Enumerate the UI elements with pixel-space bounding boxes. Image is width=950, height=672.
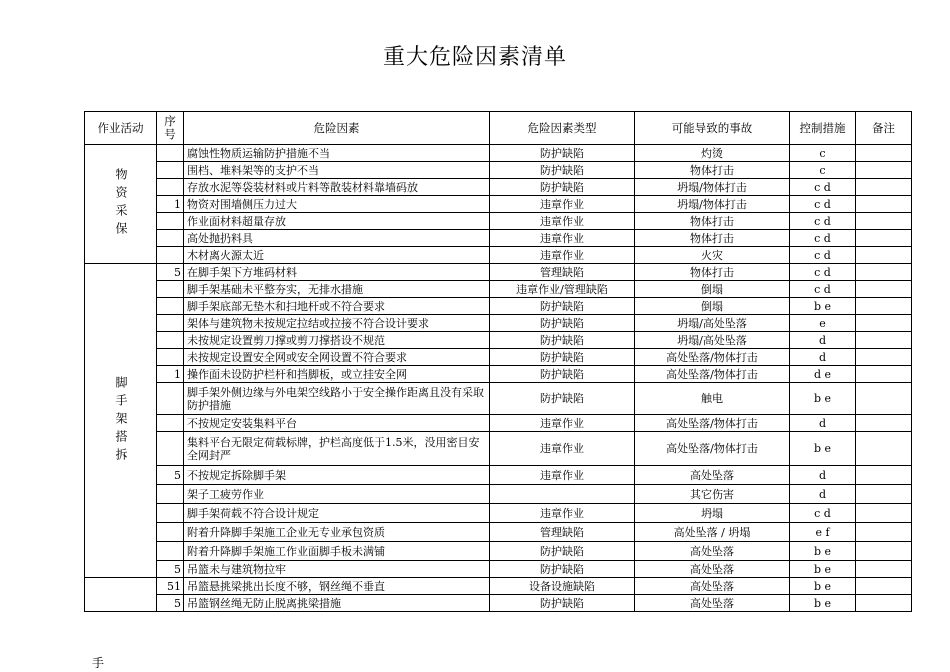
note-cell — [856, 383, 912, 415]
factor-cell: 附着升降脚手架施工作业面脚手板未满铺 — [184, 542, 490, 561]
seq-cell: 5 — [157, 561, 184, 578]
accident-cell: 坍塌/物体打击 — [635, 196, 790, 213]
factor-cell: 脚手架荷载不符合设计规定 — [184, 504, 490, 523]
type-cell: 防护缺陷 — [490, 179, 635, 196]
type-cell: 防护缺陷 — [490, 595, 635, 612]
accident-cell: 倒塌 — [635, 281, 790, 298]
type-cell: 防护缺陷 — [490, 383, 635, 415]
table-row — [85, 366, 912, 383]
factor-cell: 吊篮钢丝绳无防止脱离挑梁措施 — [184, 595, 490, 612]
type-cell: 违章作业 — [490, 432, 635, 466]
note-cell — [856, 523, 912, 542]
type-cell: 违章作业 — [490, 504, 635, 523]
accident-cell: 高处坠落 — [635, 561, 790, 578]
accident-cell: 触电 — [635, 383, 790, 415]
control-cell: c d — [790, 230, 856, 247]
activity-cell: 物资采保 — [85, 145, 157, 264]
table-row — [85, 415, 912, 432]
hazard-table — [84, 111, 912, 612]
type-cell: 违章作业 — [490, 466, 635, 485]
note-cell — [856, 485, 912, 504]
seq-cell — [157, 230, 184, 247]
seq-cell — [157, 542, 184, 561]
seq-cell — [157, 247, 184, 264]
header-accident: 可能导致的事故 — [635, 112, 790, 145]
note-cell — [856, 504, 912, 523]
note-cell — [856, 315, 912, 332]
seq-cell — [157, 179, 184, 196]
table-row — [85, 281, 912, 298]
table-row — [85, 383, 912, 415]
factor-cell: 未按规定设置安全网或安全网设置不符合要求 — [184, 349, 490, 366]
seq-cell: 5 — [157, 466, 184, 485]
header-control: 控制措施 — [790, 112, 856, 145]
header-row — [85, 112, 912, 145]
activity-cell: 脚手架搭拆 — [85, 264, 157, 578]
table-row — [85, 349, 912, 366]
table-row — [85, 230, 912, 247]
control-cell: c d — [790, 504, 856, 523]
seq-cell — [157, 523, 184, 542]
control-cell: e — [790, 315, 856, 332]
note-cell — [856, 561, 912, 578]
header-type: 危险因素类型 — [490, 112, 635, 145]
accident-cell: 物体打击 — [635, 264, 790, 281]
table-row — [85, 162, 912, 179]
type-cell: 防护缺陷 — [490, 542, 635, 561]
seq-cell: 51 — [157, 578, 184, 595]
factor-cell: 不按规定安装集料平台 — [184, 415, 490, 432]
factor-cell: 架体与建筑物未按规定拉结或拉接不符合设计要求 — [184, 315, 490, 332]
factor-cell: 木材离火源太近 — [184, 247, 490, 264]
note-cell — [856, 196, 912, 213]
control-cell: d e — [790, 366, 856, 383]
type-cell — [490, 485, 635, 504]
note-cell — [856, 162, 912, 179]
factor-cell: 在脚手架下方堆码材料 — [184, 264, 490, 281]
accident-cell: 高处坠落/物体打击 — [635, 432, 790, 466]
type-cell: 防护缺陷 — [490, 349, 635, 366]
header-factor: 危险因素 — [184, 112, 490, 145]
factor-cell: 围档、堆料架等的支护不当 — [184, 162, 490, 179]
seq-cell — [157, 432, 184, 466]
factor-cell: 高处抛扔料具 — [184, 230, 490, 247]
activity-cell — [85, 578, 157, 612]
accident-cell: 高处坠落/物体打击 — [635, 366, 790, 383]
control-cell: c d — [790, 281, 856, 298]
control-cell: d — [790, 415, 856, 432]
seq-cell — [157, 504, 184, 523]
note-cell — [856, 264, 912, 281]
type-cell: 设备设施缺陷 — [490, 578, 635, 595]
control-cell: e f — [790, 523, 856, 542]
factor-cell: 脚手架基础未平整夯实，无排水措施 — [184, 281, 490, 298]
overflow-activity-char: 手 — [92, 656, 105, 670]
note-cell — [856, 578, 912, 595]
control-cell: c d — [790, 247, 856, 264]
accident-cell: 坍塌/物体打击 — [635, 179, 790, 196]
note-cell — [856, 332, 912, 349]
accident-cell: 高处坠落 — [635, 578, 790, 595]
seq-cell — [157, 349, 184, 366]
factor-cell: 集料平台无限定荷载标牌，护栏高度低于1.5米，没用密目安全网封严 — [184, 432, 490, 466]
accident-cell: 高处坠落/物体打击 — [635, 415, 790, 432]
seq-cell — [157, 383, 184, 415]
note-cell — [856, 466, 912, 485]
accident-cell: 高处坠落 — [635, 466, 790, 485]
seq-cell — [157, 485, 184, 504]
note-cell — [856, 542, 912, 561]
accident-cell: 高处坠落 — [635, 595, 790, 612]
accident-cell: 坍塌/高处坠落 — [635, 315, 790, 332]
table-row — [85, 485, 912, 504]
table-row — [85, 523, 912, 542]
table-row — [85, 595, 912, 612]
note-cell — [856, 298, 912, 315]
accident-cell: 灼烫 — [635, 145, 790, 162]
note-cell — [856, 415, 912, 432]
accident-cell: 高处坠落 — [635, 542, 790, 561]
table-row — [85, 298, 912, 315]
type-cell: 违章作业 — [490, 213, 635, 230]
factor-cell: 作业面材料超量存放 — [184, 213, 490, 230]
control-cell: b e — [790, 542, 856, 561]
note-cell — [856, 213, 912, 230]
control-cell: c d — [790, 213, 856, 230]
table-row — [85, 196, 912, 213]
factor-cell: 吊篮悬挑梁挑出长度不够，钢丝绳不垂直 — [184, 578, 490, 595]
control-cell: b e — [790, 578, 856, 595]
factor-cell: 不按规定拆除脚手架 — [184, 466, 490, 485]
note-cell — [856, 366, 912, 383]
seq-cell: 1 — [157, 366, 184, 383]
table-row — [85, 432, 912, 466]
factor-cell: 脚手架外侧边缘与外电架空线路小于安全操作距离且没有采取防护措施 — [184, 383, 490, 415]
note-cell — [856, 281, 912, 298]
type-cell: 违章作业 — [490, 196, 635, 213]
table-row — [85, 179, 912, 196]
note-cell — [856, 595, 912, 612]
control-cell: d — [790, 332, 856, 349]
accident-cell: 物体打击 — [635, 230, 790, 247]
type-cell: 防护缺陷 — [490, 332, 635, 349]
type-cell: 防护缺陷 — [490, 366, 635, 383]
accident-cell: 物体打击 — [635, 162, 790, 179]
accident-cell: 物体打击 — [635, 213, 790, 230]
table-row — [85, 315, 912, 332]
type-cell: 管理缺陷 — [490, 264, 635, 281]
accident-cell: 火灾 — [635, 247, 790, 264]
factor-cell: 未按规定设置剪刀撑或剪刀撑搭设不规范 — [184, 332, 490, 349]
control-cell: c d — [790, 179, 856, 196]
type-cell: 防护缺陷 — [490, 145, 635, 162]
control-cell: d — [790, 349, 856, 366]
accident-cell: 其它伤害 — [635, 485, 790, 504]
type-cell: 违章作业/管理缺陷 — [490, 281, 635, 298]
factor-cell: 脚手架底部无垫木和扫地杆或不符合要求 — [184, 298, 490, 315]
table-row — [85, 145, 912, 162]
type-cell: 违章作业 — [490, 230, 635, 247]
factor-cell: 架子工疲劳作业 — [184, 485, 490, 504]
table-row — [85, 542, 912, 561]
factor-cell: 附着升降脚手架施工企业无专业承包资质 — [184, 523, 490, 542]
factor-cell: 操作面未设防护栏杆和挡脚板，或立挂安全网 — [184, 366, 490, 383]
accident-cell: 高处坠落 / 坍塌 — [635, 523, 790, 542]
control-cell: b e — [790, 298, 856, 315]
accident-cell: 坍塌 — [635, 504, 790, 523]
type-cell: 防护缺陷 — [490, 298, 635, 315]
seq-cell — [157, 298, 184, 315]
seq-cell — [157, 213, 184, 230]
seq-cell: 5 — [157, 595, 184, 612]
header-note: 备注 — [856, 112, 912, 145]
table-row — [85, 247, 912, 264]
control-cell: c — [790, 145, 856, 162]
header-seq: 序号 — [157, 112, 184, 145]
table-row — [85, 578, 912, 595]
type-cell: 违章作业 — [490, 247, 635, 264]
note-cell — [856, 179, 912, 196]
type-cell: 防护缺陷 — [490, 162, 635, 179]
page-title: 重大危险因素清单 — [382, 45, 567, 70]
type-cell: 管理缺陷 — [490, 523, 635, 542]
seq-cell — [157, 145, 184, 162]
seq-cell: 5 — [157, 264, 184, 281]
table-row — [85, 466, 912, 485]
note-cell — [856, 145, 912, 162]
table-row — [85, 213, 912, 230]
accident-cell: 高处坠落/物体打击 — [635, 349, 790, 366]
type-cell: 防护缺陷 — [490, 561, 635, 578]
type-cell: 防护缺陷 — [490, 315, 635, 332]
type-cell: 违章作业 — [490, 415, 635, 432]
table-row — [85, 561, 912, 578]
table-row — [85, 264, 912, 281]
control-cell: c d — [790, 196, 856, 213]
factor-cell: 存放水泥等袋装材料或片料等散装材料靠墙码放 — [184, 179, 490, 196]
factor-cell: 吊篮未与建筑物拉牢 — [184, 561, 490, 578]
note-cell — [856, 349, 912, 366]
seq-cell — [157, 332, 184, 349]
note-cell — [856, 247, 912, 264]
table-row — [85, 504, 912, 523]
control-cell: c — [790, 162, 856, 179]
factor-cell: 物资对围墙侧压力过大 — [184, 196, 490, 213]
header-activity: 作业活动 — [85, 112, 157, 145]
seq-cell — [157, 415, 184, 432]
control-cell: b e — [790, 432, 856, 466]
seq-cell — [157, 281, 184, 298]
accident-cell: 坍塌/高处坠落 — [635, 332, 790, 349]
control-cell: b e — [790, 383, 856, 415]
seq-cell — [157, 315, 184, 332]
control-cell: d — [790, 466, 856, 485]
factor-cell: 腐蚀性物质运输防护措施不当 — [184, 145, 490, 162]
control-cell: c d — [790, 264, 856, 281]
control-cell: d — [790, 485, 856, 504]
control-cell: b e — [790, 595, 856, 612]
seq-cell: 1 — [157, 196, 184, 213]
control-cell: b e — [790, 561, 856, 578]
table-row — [85, 332, 912, 349]
accident-cell: 倒塌 — [635, 298, 790, 315]
note-cell — [856, 432, 912, 466]
note-cell — [856, 230, 912, 247]
seq-cell — [157, 162, 184, 179]
